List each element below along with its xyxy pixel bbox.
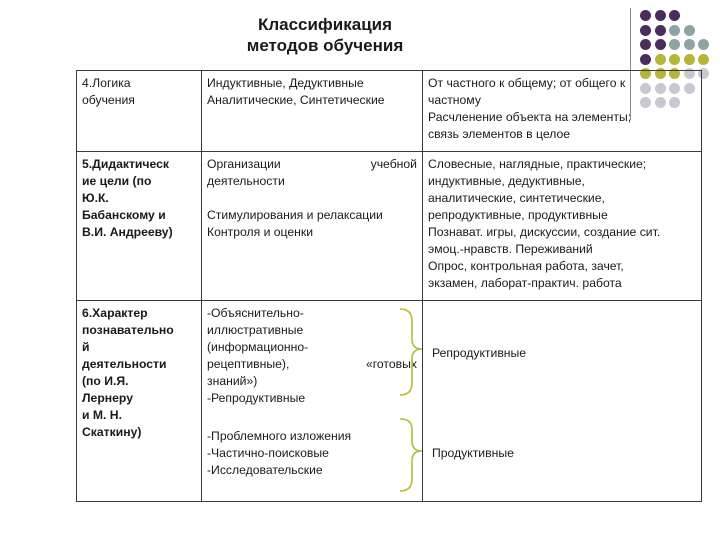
page-title: [200, 14, 450, 56]
description-cell: [423, 301, 702, 502]
method-line: Индуктивные, Дедуктивные: [207, 76, 364, 90]
category-cell: [77, 152, 202, 301]
description-productive: Продуктивные: [432, 446, 514, 460]
category-line: 4.Логика: [82, 76, 131, 90]
bracket-icon: [398, 307, 426, 495]
decorative-dot: [669, 25, 680, 36]
decorative-dot: [640, 54, 651, 65]
category-line: познавательно: [82, 323, 174, 337]
decorative-dot: [698, 39, 709, 50]
title-line-1: Классификация: [257, 15, 393, 34]
category-line: деятельности: [82, 357, 167, 371]
description-cell: [423, 152, 702, 301]
description-line: Познават. игры, дискуссии, создание сит.: [428, 225, 661, 239]
description-line: репродуктивные, продуктивные: [428, 208, 608, 222]
category-line: 6.Характер: [82, 306, 148, 320]
category-line: Скаткину): [82, 425, 142, 439]
table-row: [77, 301, 702, 502]
bracket-lower-icon: [400, 419, 422, 491]
method-line: Аналитические, Синтетические: [207, 93, 385, 107]
category-line: В.И. Андрееву): [82, 225, 173, 239]
category-line: ие цели (по: [82, 174, 152, 188]
category-line: Бабанскому и: [82, 208, 166, 222]
method-line: Стимулирования и релаксации: [207, 208, 383, 222]
method-word: «готовых: [365, 357, 417, 371]
method-line: (информационно-: [207, 340, 309, 354]
category-line: и М. Н.: [82, 408, 122, 422]
category-cell: [77, 71, 202, 152]
description-line: Опрос, контрольная работа, зачет,: [428, 259, 624, 273]
category-line: й: [82, 340, 90, 354]
methods-cell: [202, 71, 423, 152]
title-line-2: методов обучения: [246, 36, 404, 55]
method-line: знаний»): [207, 374, 258, 388]
description-line: Расчленение объекта на элементы;: [428, 110, 632, 124]
decorative-dot: [669, 54, 680, 65]
description-cell: [423, 71, 702, 152]
decorative-dot: [684, 54, 695, 65]
decorative-dot: [640, 25, 651, 36]
decorative-dot: [684, 39, 695, 50]
decorative-dot: [698, 54, 709, 65]
decorative-dot: [655, 25, 666, 36]
method-line: деятельности: [207, 174, 285, 188]
decorative-dot: [640, 10, 651, 21]
decorative-dot: [669, 10, 680, 21]
method-word: рецептивные),: [207, 357, 290, 371]
description-line: аналитические, синтетические,: [428, 191, 605, 205]
method-line: -Проблемного изложения: [207, 429, 352, 443]
method-line: -Репродуктивные: [207, 391, 306, 405]
methods-cell: [202, 152, 423, 301]
decorative-dot: [669, 39, 680, 50]
method-line: [207, 356, 417, 373]
decorative-dot: [640, 39, 651, 50]
table-row: [77, 152, 702, 301]
category-line: Лернеру: [82, 391, 133, 405]
method-line: -Частично-поисковые: [207, 446, 329, 460]
decorative-dot: [655, 10, 666, 21]
category-line: обучения: [82, 93, 135, 107]
category-line: Ю.К.: [82, 191, 109, 205]
method-word: Организации: [207, 157, 281, 171]
method-word: учебной: [370, 157, 417, 171]
description-line: частному: [428, 93, 481, 107]
category-line: (по И.Я.: [82, 374, 129, 388]
description-container: [428, 305, 696, 497]
method-line: иллюстративные: [207, 323, 304, 337]
description-line: связь элементов в целое: [428, 127, 571, 141]
method-line: Контроля и оценки: [207, 225, 314, 239]
method-line: -Объяснительно-: [207, 306, 304, 320]
description-line: эмоц.-нравств. Переживаний: [428, 242, 593, 256]
decorative-dot: [684, 25, 695, 36]
description-line: индуктивные, дедуктивные,: [428, 174, 585, 188]
methods-table: [76, 70, 702, 502]
decorative-dot: [655, 39, 666, 50]
description-line: экзамен, лаборат-практич. работа: [428, 276, 622, 290]
method-line: [207, 156, 417, 173]
bracket-upper-icon: [400, 309, 422, 395]
table-row: [77, 71, 702, 152]
category-cell: [77, 301, 202, 502]
methods-cell: [202, 301, 423, 502]
description-line: От частного к общему; от общего к: [428, 76, 626, 90]
category-line: 5.Дидактическ: [82, 157, 169, 171]
description-reproductive: Репродуктивные: [432, 346, 527, 360]
decorative-dot: [655, 54, 666, 65]
description-line: Словесные, наглядные, практические;: [428, 157, 647, 171]
method-line: -Исследовательские: [207, 463, 323, 477]
